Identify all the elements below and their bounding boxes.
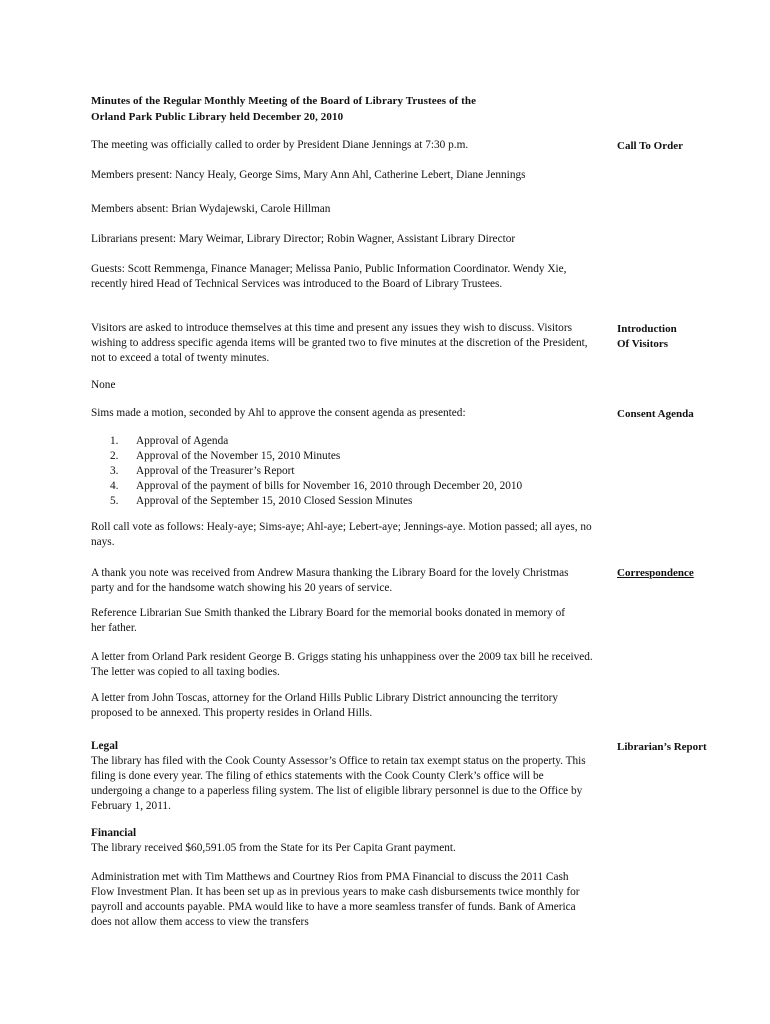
side-heading-call-to-order: Call To Order bbox=[617, 140, 684, 152]
side-heading-intro-line-2: Of Visitors bbox=[617, 338, 669, 350]
none-paragraph: None bbox=[91, 379, 116, 391]
side-heading-librarians-report: Librarian’s Report bbox=[617, 741, 707, 753]
correspondence-paragraph-2: Reference Librarian Sue Smith thanked the Library Board for the memorial books donated in memory of her father. bbox=[91, 607, 566, 634]
list-item-number: 3. bbox=[110, 465, 119, 477]
legal-body: The library has filed with the Cook County Assessor’s Office to retain tax exempt status on the property. This filing is done every year. The filing of ethics statements with the Cook County Clerk’s office will be undergoing a change to a paperless filing system. The list of eligible library personnel is due to the Office by February 1, 2011. bbox=[91, 755, 586, 812]
administration-paragraph: Administration met with Tim Matthews and Courtney Rios from PMA Financial to discuss the 2011 Cash Flow Investment Plan. It has been set up as in previous years to make cash disbursements twice monthly for payroll and accounts payable. PMA would like to have a more seamless transfer of funds. Bank of America does not allow them access to view the transfers bbox=[91, 871, 580, 928]
list-item bbox=[110, 449, 600, 464]
legal-heading: Legal bbox=[91, 740, 118, 752]
list-item-number: 1. bbox=[110, 435, 119, 447]
side-heading-intro-line-1: Introduction bbox=[617, 323, 677, 335]
legal-section bbox=[91, 739, 591, 814]
list-item-number: 4. bbox=[110, 480, 119, 492]
title-line-1: Minutes of the Regular Monthly Meeting of the Board of Library Trustees of the bbox=[91, 95, 477, 107]
members-absent-paragraph: Members absent: Brian Wydajewski, Carole Hillman bbox=[91, 203, 331, 215]
side-heading-introduction-of-visitors bbox=[617, 322, 677, 352]
members-present-paragraph: Members present: Nancy Healy, George Sims, Mary Ann Ahl, Catherine Lebert, Diane Jennings bbox=[91, 169, 526, 181]
side-heading-correspondence: Correspondence bbox=[617, 567, 694, 579]
list-item bbox=[110, 494, 600, 509]
correspondence-paragraph-4: A letter from John Toscas, attorney for the Orland Hills Public Library District announcing the territory proposed to be annexed. This property resides in Orland Hills. bbox=[91, 692, 559, 719]
title-line-2: Orland Park Public Library held December 20, 2010 bbox=[91, 111, 344, 123]
list-item bbox=[110, 479, 600, 494]
list-item-text: Approval of Agenda bbox=[136, 435, 229, 447]
roll-call-paragraph: Roll call vote as follows: Healy-aye; Sims-aye; Ahl-aye; Lebert-aye; Jennings-aye. Motion passed; all ayes, no nays. bbox=[91, 521, 592, 548]
financial-heading: Financial bbox=[91, 827, 137, 839]
correspondence-paragraph-3: A letter from Orland Park resident George B. Griggs stating his unhappiness over the 2009 tax bill he received. The letter was copied to all taxing bodies. bbox=[91, 651, 593, 678]
consent-motion-paragraph: Sims made a motion, seconded by Ahl to approve the consent agenda as presented: bbox=[91, 407, 466, 419]
list-item bbox=[110, 434, 600, 449]
consent-agenda-list bbox=[110, 434, 600, 509]
list-item-number: 2. bbox=[110, 450, 119, 462]
librarians-present-paragraph: Librarians present: Mary Weimar, Library Director; Robin Wagner, Assistant Library Director bbox=[91, 233, 516, 245]
list-item-number: 5. bbox=[110, 495, 119, 507]
correspondence-paragraph-1: A thank you note was received from Andrew Masura thanking the Library Board for the lovely Christmas party and for the handsome watch showing his 20 years of service. bbox=[91, 567, 569, 594]
financial-body: The library received $60,591.05 from the State for its Per Capita Grant payment. bbox=[91, 842, 456, 854]
list-item-text: Approval of the payment of bills for November 16, 2010 through December 20, 2010 bbox=[136, 480, 523, 492]
list-item bbox=[110, 464, 600, 479]
financial-section bbox=[91, 826, 601, 856]
document-title bbox=[91, 93, 591, 125]
list-item-text: Approval of the November 15, 2010 Minutes bbox=[136, 450, 341, 462]
call-to-order-paragraph: The meeting was officially called to order by President Diane Jennings at 7:30 p.m. bbox=[91, 139, 469, 151]
guests-paragraph: Guests: Scott Remmenga, Finance Manager; Melissa Panio, Public Information Coordinator. Wendy Xie, recently hired Head of Technical Services was introduced to the Board of Library Trustees. bbox=[91, 263, 567, 290]
side-heading-consent-agenda: Consent Agenda bbox=[617, 408, 694, 420]
list-item-text: Approval of the Treasurer’s Report bbox=[136, 465, 295, 477]
list-item-text: Approval of the September 15, 2010 Closed Session Minutes bbox=[136, 495, 413, 507]
visitors-paragraph: Visitors are asked to introduce themselves at this time and present any issues they wish to discuss. Visitors wishing to address specific agenda items will be granted two to five minutes at the discretion of the President, not to exceed a total of twenty minutes. bbox=[91, 322, 588, 364]
